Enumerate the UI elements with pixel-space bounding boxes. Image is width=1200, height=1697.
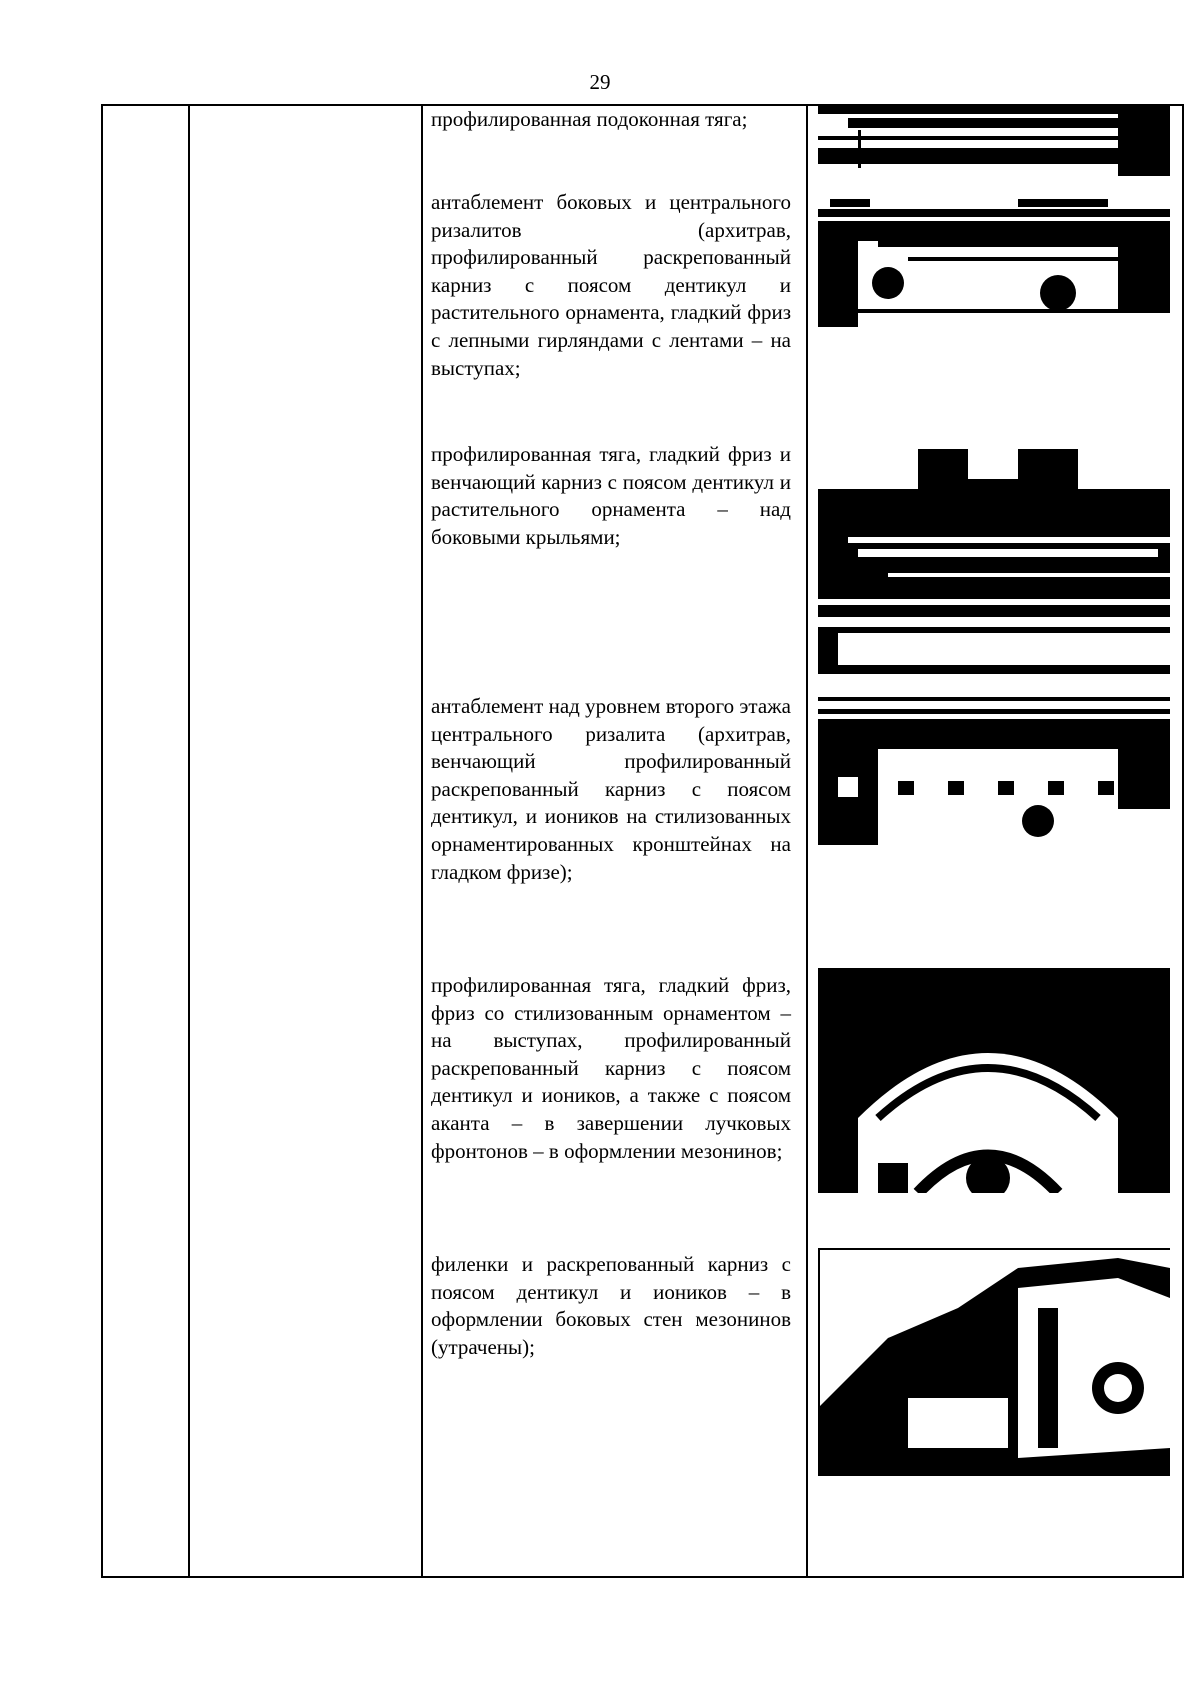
item-text-4: антаблемент над уровнем второго этажа центрального ризалита (архитрав, венчающий профилированный раскрепованный карниз с поясом дентикул, и иоников на стилизованных орнаментированных кронштейнах на гладком фризе); [431, 694, 791, 884]
window-sill-cornice-photo [818, 104, 1170, 176]
mezzanine-side-wall-photo [818, 1248, 1170, 1476]
column-divider-1 [188, 104, 190, 1578]
column-divider-3 [806, 104, 808, 1578]
page-number: 29 [589, 70, 611, 94]
mezzanine-pediment-photo [818, 968, 1170, 1193]
second-floor-entablature-photo [818, 697, 1170, 845]
crowning-cornice-photo [818, 449, 1170, 674]
item-text-6: филенки и раскрепованный карниз с поясом дентикул и иоников – в оформлении боковых стен мезонинов (утрачены); [431, 1252, 791, 1359]
column-divider-2 [421, 104, 423, 1578]
item-text-2: антаблемент боковых и центрального ризалитов (архитрав, профилированный раскрепованный карниз с поясом дентикул и растительного орнамента, гладкий фриз с лепными гирляндами с лентами – на выступах; [431, 190, 791, 380]
item-text-1: профилированная подоконная тяга; [431, 107, 748, 131]
entablature-risalit-photo [818, 197, 1170, 327]
item-text-3: профилированная тяга, гладкий фриз и венчающий карниз с поясом дентикул и растительного орнамента – над боковыми крыльями; [431, 442, 791, 549]
item-text-5: профилированная тяга, гладкий фриз, фриз со стилизованным орнаментом – на выступах, профилированный раскрепованный карниз с поясом дентикул и иоников, а также с поясом аканта – в завершении лучковых фронтонов – в оформлении мезонинов; [431, 973, 791, 1163]
